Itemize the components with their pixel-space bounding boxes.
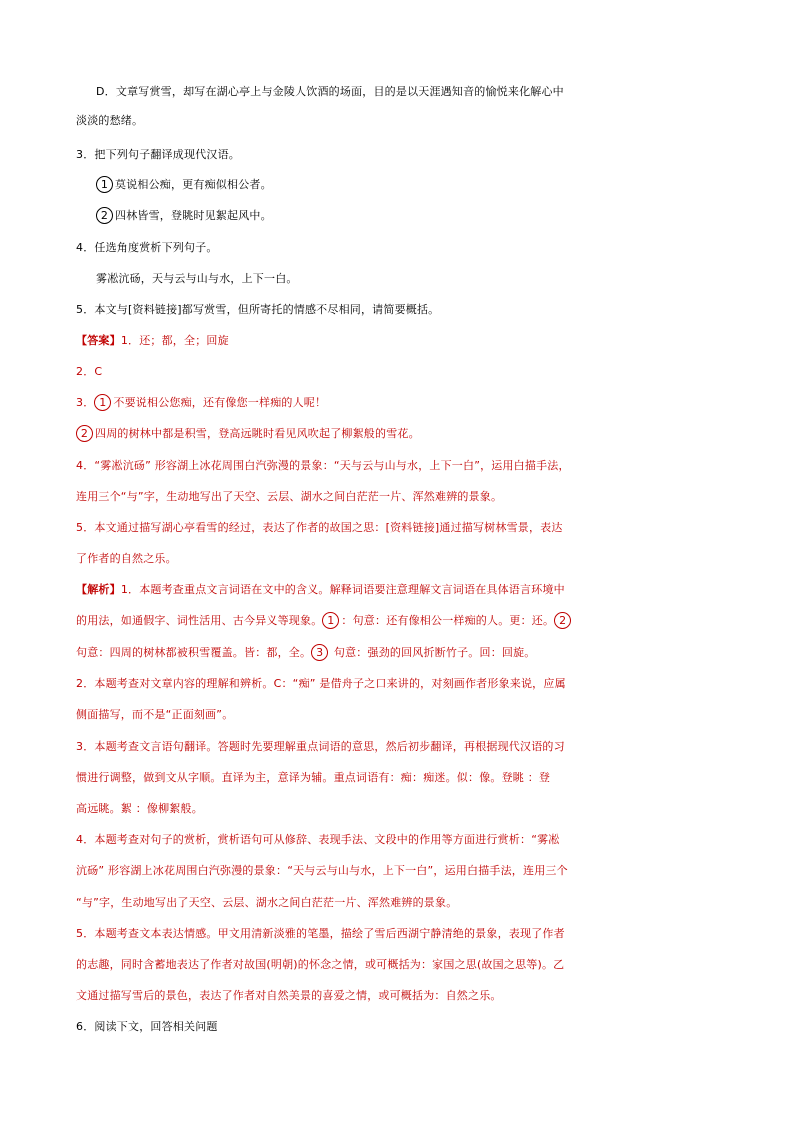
analysis-4: 4．本题考查对句子的赏析，赏析语句可从修辞、表现手法、文段中的作用等方面进行赏析：“雾凇 [76, 833, 560, 846]
circled-number: 2 [96, 207, 113, 224]
answer-5: 5．本文通过描写湖心亭看雪的经过，表达了作者的故国之思：[资料链接]通过描写树林雪景，表达 [76, 521, 563, 534]
answer-5-cont: 了作者的自然之乐。 [76, 552, 177, 565]
answer-2: 2．C [76, 365, 103, 378]
analysis-2: 2．本题考查对文章内容的理解和辨析。C：“痴” 是借舟子之口来讲的，对刻画作者形象来说，应属 [76, 677, 566, 690]
analysis-3-cont: 惯进行调整，做到文从字顺。直译为主，意译为辅。重点词语有：痴：痴迷。似：像。登眺 ：登 [76, 771, 551, 784]
analysis-3: 3．本题考查文言语句翻译。答题时先要理解重点词语的意思，然后初步翻译，再根据现代汉语的习 [76, 740, 565, 753]
answer-4: 4．“雾凇沆砀” 形容湖上冰花周围白汽弥漫的景象：“天与云与山与水，上下一白”，运用白描手法， [76, 459, 570, 472]
answer-1: 【答案】1．还；都，全；回旋 [76, 334, 229, 347]
analysis-2-cont: 侧面描写，而不是“正面刻画”。 [76, 708, 234, 721]
circled-number: 1 [322, 612, 339, 629]
question-3: 3．把下列句子翻译成现代汉语。 [76, 148, 240, 161]
analysis-5-cont: 的志趣，同时含蓄地表达了作者对故国(明朝)的怀念之情，或可概括为：家国之思(故国之思等)。乙 [76, 958, 565, 971]
analysis-1-cont2: 句意：四周的树林都被积雪覆盖。皆：都，全。 3 句意：强劲的回风折断竹子。回：回旋。 [76, 646, 536, 659]
analysis-5: 5．本题考查文本表达情感。甲文用清新淡雅的笔墨，描绘了雪后西湖宁静清绝的景象，表现了作者 [76, 927, 565, 940]
analysis-1-cont: 的用法，如通假字、词性活用、古今异义等现象。 1 ：句意：还有像相公一样痴的人。更：还。 2 [0, 611, 794, 631]
option-d-cont: 淡淡的愁绪。 [76, 114, 144, 127]
option-d: D．文章写赏雪，却写在湖心亭上与金陵人饮酒的场面，目的是以天涯遇知音的愉悦来化解心中 [96, 85, 564, 98]
question-3-item-2: 2 四林皆雪，登眺时见絮起风中。 [0, 206, 794, 226]
question-3-item-1: 1 莫说相公痴，更有痴似相公者。 [0, 175, 794, 195]
circled-number: 2 [554, 612, 571, 629]
circled-number: 1 [96, 176, 113, 193]
answer-tag: 【答案】 [76, 334, 121, 347]
question-4: 4．任选角度赏析下列句子。 [76, 241, 218, 254]
circled-number: 1 [94, 394, 111, 411]
question-4-sentence: 雾凇沆砀，天与云与山与水，上下一白。 [96, 272, 298, 285]
analysis-4-cont: 沆砀” 形容湖上冰花周围白汽弥漫的景象：“天与云与山与水，上下一白”，运用白描手法，连用三个 [76, 864, 568, 877]
answer-3: 3． 1 不要说相公您痴，还有像您一样痴的人呢！ [76, 396, 327, 409]
question-5: 5．本文与[资料链接]都写赏雪，但所寄托的情感不尽相同，请简要概括。 [76, 303, 440, 316]
answer-4-cont: 连用三个“与”字，生动地写出了天空、云层、湖水之间白茫茫一片、浑然难辨的景象。 [76, 490, 503, 503]
circled-number: 2 [76, 425, 93, 442]
analysis-4-cont2: “与”字，生动地写出了天空、云层、湖水之间白茫茫一片、浑然难辨的景象。 [76, 896, 458, 909]
question-6: 6．阅读下文，回答相关问题 [76, 1020, 218, 1033]
analysis-tag: 【解析】 [76, 583, 121, 596]
circled-number: 3 [311, 644, 328, 661]
analysis-1: 【解析】1．本题考查重点文言词语在文中的含义。解释词语要注意理解文言词语在具体语言环境中 [76, 583, 565, 596]
answer-3-cont: 2 四周的树林中都是积雪，登高远眺时看见风吹起了柳絮般的雪花。 [0, 424, 794, 444]
analysis-5-cont2: 文通过描写雪后的景色，表达了作者对自然美景的喜爱之情，或可概括为：自然之乐。 [76, 989, 502, 1002]
analysis-3-cont2: 高远眺。絮 ：像柳絮般。 [76, 802, 203, 815]
